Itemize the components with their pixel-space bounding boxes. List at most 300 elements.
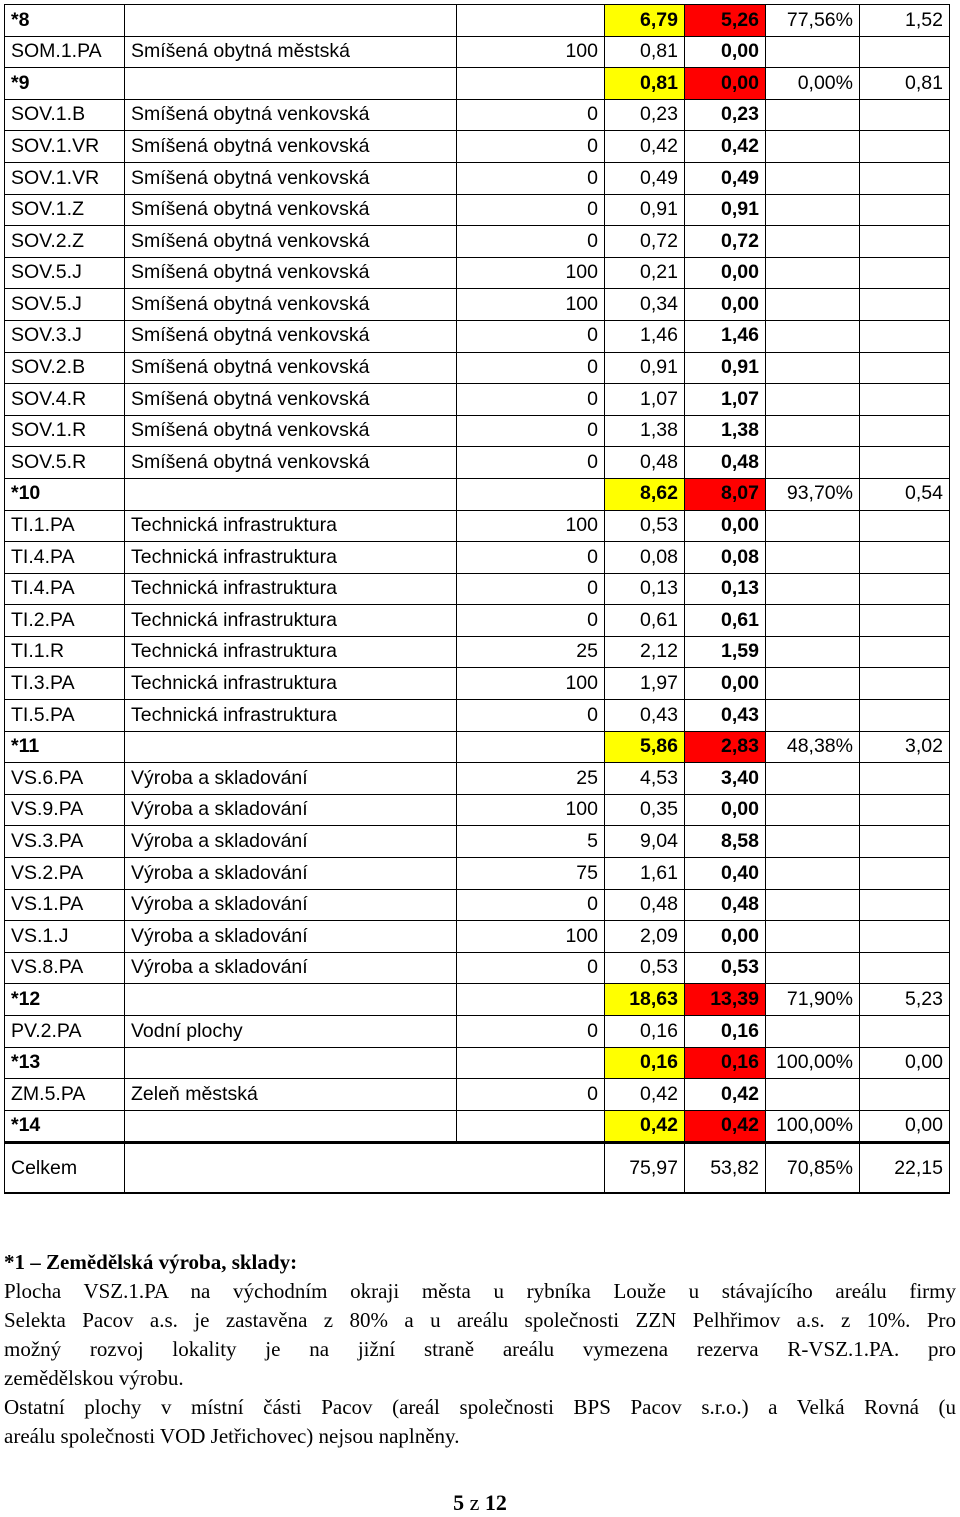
cell-c1: TI.4.PA <box>5 542 125 574</box>
cell-c6 <box>766 668 860 700</box>
cell-c4: 0,48 <box>605 447 685 479</box>
cell-c3: 100 <box>457 668 605 700</box>
cell-c7: 0,00 <box>860 1047 950 1079</box>
cell-c3: 0 <box>457 194 605 226</box>
cell-c1: TI.2.PA <box>5 605 125 637</box>
group-row <box>5 1047 950 1079</box>
cell-c6 <box>766 636 860 668</box>
total-row <box>5 1143 950 1194</box>
cell-c4: 0,16 <box>605 1047 685 1079</box>
cell-c4: 5,86 <box>605 731 685 763</box>
table-row <box>5 826 950 858</box>
cell-c5: 8,58 <box>685 826 766 858</box>
total-c4: 75,97 <box>605 1143 685 1194</box>
cell-c3: 0 <box>457 352 605 384</box>
cell-c5: 1,07 <box>685 384 766 416</box>
cell-c6 <box>766 1079 860 1111</box>
total-c6: 70,85% <box>766 1143 860 1194</box>
cell-c5: 0,08 <box>685 542 766 574</box>
total-label: Celkem <box>5 1143 125 1194</box>
cell-c1: VS.3.PA <box>5 826 125 858</box>
table-row <box>5 668 950 700</box>
cell-c2: Smíšená obytná městská <box>125 36 457 68</box>
cell-c6 <box>766 384 860 416</box>
cell-c4: 0,42 <box>605 1110 685 1143</box>
cell-c5: 0,13 <box>685 573 766 605</box>
cell-c6 <box>766 194 860 226</box>
cell-c7 <box>860 320 950 352</box>
cell-c3: 0 <box>457 226 605 258</box>
cell-c6 <box>766 1016 860 1048</box>
cell-c1: *8 <box>5 5 125 37</box>
cell-c2: Výroba a skladování <box>125 921 457 953</box>
table-row <box>5 1016 950 1048</box>
cell-c1: VS.1.J <box>5 921 125 953</box>
cell-c5: 0,00 <box>685 921 766 953</box>
cell-c1: SOV.4.R <box>5 384 125 416</box>
cell-c3: 0 <box>457 131 605 163</box>
cell-c3: 25 <box>457 636 605 668</box>
cell-c4: 0,53 <box>605 510 685 542</box>
table-row <box>5 131 950 163</box>
table-row <box>5 36 950 68</box>
total-c5: 53,82 <box>685 1143 766 1194</box>
cell-c1: TI.1.R <box>5 636 125 668</box>
cell-c3: 0 <box>457 384 605 416</box>
cell-c7 <box>860 636 950 668</box>
cell-c7 <box>860 542 950 574</box>
cell-c1: SOV.2.Z <box>5 226 125 258</box>
page-total: 12 <box>484 1490 507 1515</box>
cell-c2: Smíšená obytná venkovská <box>125 447 457 479</box>
cell-c4: 0,23 <box>605 99 685 131</box>
cell-c6 <box>766 289 860 321</box>
cell-c1: *12 <box>5 984 125 1016</box>
table-row <box>5 794 950 826</box>
cell-c6 <box>766 162 860 194</box>
cell-c6 <box>766 858 860 890</box>
table-row <box>5 542 950 574</box>
table-row <box>5 889 950 921</box>
cell-c4: 0,13 <box>605 573 685 605</box>
cell-c4: 0,08 <box>605 542 685 574</box>
cell-c7 <box>860 384 950 416</box>
cell-c1: SOV.5.R <box>5 447 125 479</box>
cell-c2: Smíšená obytná venkovská <box>125 257 457 289</box>
cell-c2: Technická infrastruktura <box>125 636 457 668</box>
table-row <box>5 352 950 384</box>
cell-c5: 0,00 <box>685 68 766 100</box>
cell-c4: 0,91 <box>605 352 685 384</box>
cell-c3: 100 <box>457 510 605 542</box>
cell-c1: TI.3.PA <box>5 668 125 700</box>
cell-c5: 0,42 <box>685 1079 766 1111</box>
cell-c7 <box>860 921 950 953</box>
cell-c3: 0 <box>457 320 605 352</box>
cell-c5: 0,00 <box>685 289 766 321</box>
cell-c4: 2,12 <box>605 636 685 668</box>
cell-c5: 0,42 <box>685 131 766 163</box>
table-row <box>5 636 950 668</box>
cell-c6 <box>766 131 860 163</box>
cell-c5: 0,61 <box>685 605 766 637</box>
cell-c2: Smíšená obytná venkovská <box>125 289 457 321</box>
total-c7: 22,15 <box>860 1143 950 1194</box>
cell-c6: 93,70% <box>766 478 860 510</box>
cell-c7: 0,81 <box>860 68 950 100</box>
cell-c4: 1,38 <box>605 415 685 447</box>
cell-c5: 0,49 <box>685 162 766 194</box>
page-separator: z <box>469 1490 480 1515</box>
cell-c7 <box>860 36 950 68</box>
cell-c2: Zeleň městská <box>125 1079 457 1111</box>
notes-para2-line2: areálu společnosti VOD Jetřichovec) nejsou naplněny. <box>4 1424 460 1448</box>
cell-c2: Smíšená obytná venkovská <box>125 99 457 131</box>
cell-c5: 0,00 <box>685 510 766 542</box>
cell-c4: 0,61 <box>605 605 685 637</box>
cell-c3: 100 <box>457 921 605 953</box>
cell-c4: 0,43 <box>605 700 685 732</box>
table-row <box>5 415 950 447</box>
cell-c5: 0,48 <box>685 447 766 479</box>
cell-c5: 0,72 <box>685 226 766 258</box>
group-row <box>5 478 950 510</box>
cell-c7 <box>860 858 950 890</box>
cell-c4: 0,91 <box>605 194 685 226</box>
cell-c3: 0 <box>457 700 605 732</box>
cell-c6 <box>766 36 860 68</box>
table-row <box>5 700 950 732</box>
page-current: 5 <box>453 1490 465 1515</box>
cell-c3: 75 <box>457 858 605 890</box>
cell-c1: SOV.1.VR <box>5 162 125 194</box>
cell-c7 <box>860 257 950 289</box>
cell-c2 <box>125 5 457 37</box>
cell-c5: 0,43 <box>685 700 766 732</box>
cell-c4: 4,53 <box>605 763 685 795</box>
cell-c2: Smíšená obytná venkovská <box>125 226 457 258</box>
cell-c5: 0,42 <box>685 1110 766 1143</box>
cell-c1: SOV.5.J <box>5 257 125 289</box>
cell-c2: Technická infrastruktura <box>125 605 457 637</box>
cell-c7 <box>860 510 950 542</box>
cell-c5: 1,59 <box>685 636 766 668</box>
cell-c6 <box>766 542 860 574</box>
cell-c2: Technická infrastruktura <box>125 542 457 574</box>
cell-c6 <box>766 921 860 953</box>
cell-c5: 0,53 <box>685 952 766 984</box>
table-row <box>5 320 950 352</box>
cell-c2: Smíšená obytná venkovská <box>125 384 457 416</box>
cell-c7 <box>860 573 950 605</box>
cell-c6: 71,90% <box>766 984 860 1016</box>
cell-c4: 2,09 <box>605 921 685 953</box>
cell-c4: 8,62 <box>605 478 685 510</box>
table-row <box>5 1079 950 1111</box>
cell-c2: Výroba a skladování <box>125 952 457 984</box>
area-table <box>4 4 950 1194</box>
notes-heading: *1 – Zemědělská výroba, sklady: <box>4 1250 298 1274</box>
cell-c5: 0,16 <box>685 1016 766 1048</box>
cell-c6 <box>766 415 860 447</box>
cell-c4: 0,35 <box>605 794 685 826</box>
cell-c1: VS.2.PA <box>5 858 125 890</box>
cell-c7 <box>860 1079 950 1111</box>
table-row <box>5 510 950 542</box>
cell-c7 <box>860 605 950 637</box>
cell-c2: Výroba a skladování <box>125 763 457 795</box>
notes-para2-line1: Ostatní plochy v místní části Pacov (areál společnosti BPS Pacov s.r.o.) a Velká Rovná (u <box>4 1395 956 1419</box>
cell-c6 <box>766 320 860 352</box>
table-row <box>5 763 950 795</box>
cell-c3: 0 <box>457 542 605 574</box>
cell-c5: 3,40 <box>685 763 766 795</box>
cell-c1: SOV.2.B <box>5 352 125 384</box>
cell-c2: Smíšená obytná venkovská <box>125 162 457 194</box>
cell-c4: 0,81 <box>605 68 685 100</box>
cell-c7 <box>860 99 950 131</box>
cell-c6 <box>766 257 860 289</box>
cell-c2 <box>125 984 457 1016</box>
cell-c4: 18,63 <box>605 984 685 1016</box>
cell-c3: 0 <box>457 605 605 637</box>
cell-c2: Technická infrastruktura <box>125 510 457 542</box>
cell-c1: TI.5.PA <box>5 700 125 732</box>
cell-c4: 0,42 <box>605 131 685 163</box>
table-row <box>5 289 950 321</box>
notes-section <box>4 1248 956 1451</box>
cell-c3: 0 <box>457 162 605 194</box>
cell-c6: 100,00% <box>766 1047 860 1079</box>
cell-c2: Smíšená obytná venkovská <box>125 194 457 226</box>
cell-c3: 0 <box>457 1016 605 1048</box>
cell-c2 <box>125 731 457 763</box>
cell-c3: 25 <box>457 763 605 795</box>
cell-c5: 8,07 <box>685 478 766 510</box>
cell-c2 <box>125 1110 457 1143</box>
cell-c4: 1,07 <box>605 384 685 416</box>
cell-c1: SOV.1.B <box>5 99 125 131</box>
table-row <box>5 605 950 637</box>
cell-c4: 6,79 <box>605 5 685 37</box>
table-row <box>5 194 950 226</box>
group-row <box>5 731 950 763</box>
table-row <box>5 921 950 953</box>
cell-c1: ZM.5.PA <box>5 1079 125 1111</box>
cell-c7 <box>860 826 950 858</box>
cell-c1: *10 <box>5 478 125 510</box>
cell-c2: Smíšená obytná venkovská <box>125 131 457 163</box>
cell-c2: Technická infrastruktura <box>125 668 457 700</box>
cell-c4: 0,72 <box>605 226 685 258</box>
cell-c2: Smíšená obytná venkovská <box>125 415 457 447</box>
cell-c2: Technická infrastruktura <box>125 700 457 732</box>
cell-c1: SOV.1.Z <box>5 194 125 226</box>
cell-c7 <box>860 700 950 732</box>
cell-c7 <box>860 289 950 321</box>
table-row <box>5 447 950 479</box>
cell-c1: VS.1.PA <box>5 889 125 921</box>
cell-c5: 1,46 <box>685 320 766 352</box>
cell-c5: 0,40 <box>685 858 766 890</box>
cell-c3: 0 <box>457 889 605 921</box>
cell-c4: 0,42 <box>605 1079 685 1111</box>
cell-c3: 100 <box>457 257 605 289</box>
cell-c6 <box>766 605 860 637</box>
cell-c7 <box>860 952 950 984</box>
cell-c7: 5,23 <box>860 984 950 1016</box>
cell-c2 <box>125 68 457 100</box>
cell-c4: 0,53 <box>605 952 685 984</box>
cell-c6 <box>766 573 860 605</box>
cell-c3: 100 <box>457 289 605 321</box>
cell-c7: 3,02 <box>860 731 950 763</box>
cell-c2 <box>125 478 457 510</box>
cell-c6: 48,38% <box>766 731 860 763</box>
cell-c1: PV.2.PA <box>5 1016 125 1048</box>
cell-c5: 5,26 <box>685 5 766 37</box>
cell-c1: SOV.5.J <box>5 289 125 321</box>
cell-c1: SOV.3.J <box>5 320 125 352</box>
notes-para1-line3: možný rozvoj lokality je na jižní straně areálu vymezena rezerva R-VSZ.1.PA. pro <box>4 1337 956 1361</box>
cell-c6 <box>766 889 860 921</box>
cell-c5: 0,00 <box>685 668 766 700</box>
cell-c1: *9 <box>5 68 125 100</box>
cell-c5: 1,38 <box>685 415 766 447</box>
table-body <box>5 5 950 1194</box>
cell-c3: 0 <box>457 952 605 984</box>
cell-c6 <box>766 226 860 258</box>
group-row <box>5 984 950 1016</box>
cell-c1: *11 <box>5 731 125 763</box>
cell-c4: 0,48 <box>605 889 685 921</box>
cell-c1: VS.6.PA <box>5 763 125 795</box>
cell-c7 <box>860 1016 950 1048</box>
cell-c3 <box>457 68 605 100</box>
document-page <box>4 4 950 1194</box>
cell-c1: *13 <box>5 1047 125 1079</box>
cell-c3 <box>457 478 605 510</box>
cell-c2: Smíšená obytná venkovská <box>125 352 457 384</box>
cell-c7: 0,00 <box>860 1110 950 1143</box>
cell-c5: 2,83 <box>685 731 766 763</box>
table-row <box>5 226 950 258</box>
cell-c3: 0 <box>457 415 605 447</box>
cell-c2 <box>125 1047 457 1079</box>
cell-c5: 0,91 <box>685 352 766 384</box>
cell-c3 <box>457 5 605 37</box>
cell-c3: 0 <box>457 573 605 605</box>
table-row <box>5 858 950 890</box>
notes-para1-line2: Selekta Pacov a.s. je zastavěna z 80% a u areálu společnosti ZZN Pelhřimov a.s. z 10%. Pro <box>4 1308 956 1332</box>
cell-c7 <box>860 415 950 447</box>
cell-c5: 0,00 <box>685 36 766 68</box>
cell-c5: 13,39 <box>685 984 766 1016</box>
cell-c4: 0,21 <box>605 257 685 289</box>
table-row <box>5 573 950 605</box>
cell-c6: 77,56% <box>766 5 860 37</box>
cell-c6 <box>766 794 860 826</box>
cell-c4: 0,34 <box>605 289 685 321</box>
cell-c6 <box>766 763 860 795</box>
cell-c6 <box>766 826 860 858</box>
cell-c5: 0,23 <box>685 99 766 131</box>
cell-c4: 1,46 <box>605 320 685 352</box>
cell-c4: 0,16 <box>605 1016 685 1048</box>
cell-c3 <box>457 1110 605 1143</box>
cell-c4: 0,81 <box>605 36 685 68</box>
table-row <box>5 952 950 984</box>
group-row <box>5 1110 950 1143</box>
cell-c2: Technická infrastruktura <box>125 573 457 605</box>
cell-c5: 0,00 <box>685 794 766 826</box>
cell-c7 <box>860 352 950 384</box>
cell-c5: 0,16 <box>685 1047 766 1079</box>
cell-c6 <box>766 352 860 384</box>
cell-c6 <box>766 99 860 131</box>
cell-c3 <box>457 1047 605 1079</box>
cell-c7: 0,54 <box>860 478 950 510</box>
cell-c1: TI.4.PA <box>5 573 125 605</box>
cell-c7 <box>860 668 950 700</box>
table-row <box>5 162 950 194</box>
cell-c7 <box>860 763 950 795</box>
cell-c1: SOV.1.R <box>5 415 125 447</box>
cell-c7 <box>860 447 950 479</box>
cell-c5: 0,48 <box>685 889 766 921</box>
cell-c3: 0 <box>457 99 605 131</box>
cell-c3: 100 <box>457 794 605 826</box>
cell-c5: 0,91 <box>685 194 766 226</box>
table-row <box>5 384 950 416</box>
notes-para1-line4: zemědělskou výrobu. <box>4 1366 184 1390</box>
cell-c6 <box>766 700 860 732</box>
cell-c7: 1,52 <box>860 5 950 37</box>
cell-c7 <box>860 889 950 921</box>
cell-c3: 5 <box>457 826 605 858</box>
cell-c4: 9,04 <box>605 826 685 858</box>
cell-c5: 0,00 <box>685 257 766 289</box>
cell-c2: Výroba a skladování <box>125 889 457 921</box>
total-empty <box>125 1143 605 1194</box>
cell-c7 <box>860 131 950 163</box>
cell-c4: 1,97 <box>605 668 685 700</box>
cell-c3: 0 <box>457 447 605 479</box>
cell-c2: Výroba a skladování <box>125 858 457 890</box>
table-row <box>5 99 950 131</box>
group-row <box>5 5 950 37</box>
cell-c1: SOV.1.VR <box>5 131 125 163</box>
cell-c6 <box>766 447 860 479</box>
cell-c2: Vodní plochy <box>125 1016 457 1048</box>
cell-c1: VS.8.PA <box>5 952 125 984</box>
cell-c7 <box>860 162 950 194</box>
cell-c1: TI.1.PA <box>5 510 125 542</box>
cell-c1: SOM.1.PA <box>5 36 125 68</box>
cell-c3: 100 <box>457 36 605 68</box>
cell-c7 <box>860 194 950 226</box>
group-row <box>5 68 950 100</box>
cell-c2: Smíšená obytná venkovská <box>125 320 457 352</box>
cell-c6 <box>766 510 860 542</box>
cell-c1: *14 <box>5 1110 125 1143</box>
cell-c4: 0,49 <box>605 162 685 194</box>
notes-para1-line1: Plocha VSZ.1.PA na východním okraji města u rybníka Louže u stávajícího areálu firmy <box>4 1279 956 1303</box>
cell-c3 <box>457 731 605 763</box>
page-number <box>0 1490 960 1516</box>
cell-c1: VS.9.PA <box>5 794 125 826</box>
cell-c7 <box>860 226 950 258</box>
